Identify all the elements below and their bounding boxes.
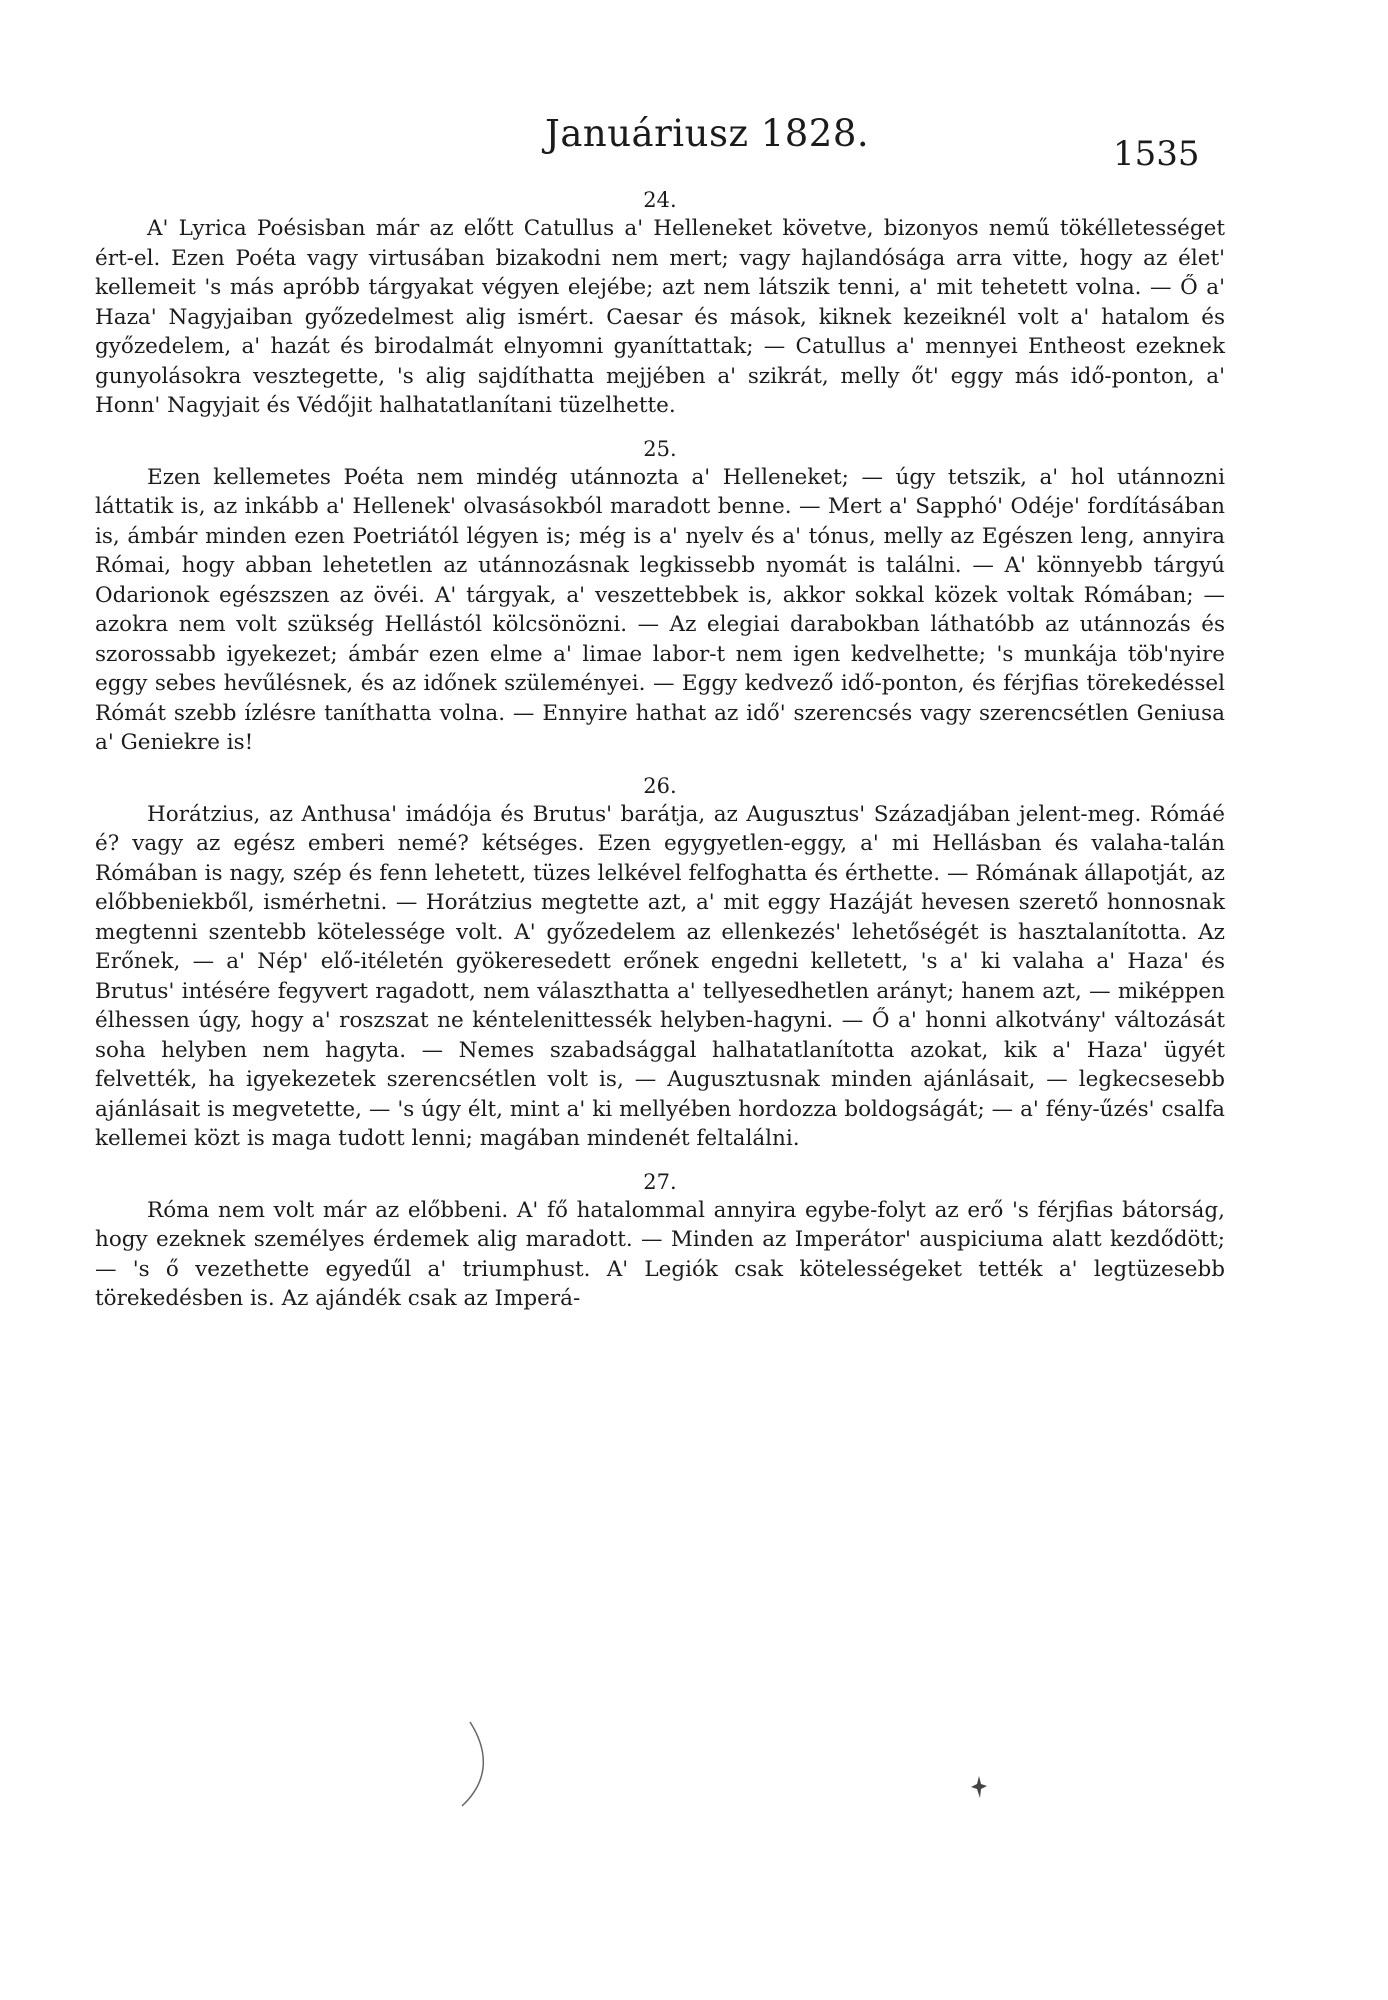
section-number: 24. [643, 188, 677, 212]
section-number: 27. [643, 1169, 677, 1194]
section-paragraph: Ezen kellemetes Poéta nem mindég utánnozta a' Helleneket; — úgy tetszik, a' hol utánnozni láttatik is, az inkább a' Hellenek' olvasásokból maradott benne. — Mert a' Sapphó' Odéje' fordításában is, ámbár minden ezen Poetriától légyen is; még is a' nyelv és a' tónus, melly az Egészen leng, annyira Római, hogy abban lehetetlen az utánnozásnak legkissebb nyomát is találni. — A' könnyebb tárgyú Odarionok egészszen az övéi. A' tárgyak, a' veszettebbek is, akkor sokkal közek voltak Rómában; — azokra nem volt szükség Hellástól kölcsönözni. — Az elegiai darabokban láthatóbb az utánnozás és szorossabb igyekezet; ámbár ezen elme a' limae labor-t nem igen kedvelhette; 's munkája töb'nyire eggy sebes hevűlésnek, és az időnek szüleményei. — Eggy kedvező idő-ponton, és férjfias törekedéssel Rómát szebb ízlésre taníthatta volna. — Ennyire hathat az idő' szerencsés vagy szerencsétlen Geniusa a' Geniekre is! [95, 464, 1225, 755]
page-header-title: Januáriusz 1828. [545, 112, 870, 155]
pencil-mark [440, 1720, 500, 1810]
section-paragraph: Róma nem volt már az előbbeni. A' fő hatalommal annyira egybe-folyt az erő 's férjfias bátorság, hogy ezeknek személyes érdemek alig maradott. — Minden az Imperátor' auspiciuma alatt kezdődött; — 's ő vezethette egyedűl a' triumphust. A' Legiók csak kötelességeket tették a' legtüzesebb törekedésben is. Az ajándék csak az Imperá- [95, 1197, 1225, 1311]
section-24 [95, 188, 1225, 421]
ink-blot [968, 1774, 990, 1800]
page-number: 1535 [1113, 134, 1200, 174]
section-27 [95, 1170, 1225, 1314]
section-number: 25. [643, 436, 677, 461]
section-number: 26. [643, 773, 677, 798]
body-text [95, 188, 1225, 1330]
section-26 [95, 774, 1225, 1154]
section-25 [95, 437, 1225, 758]
section-paragraph: Horátzius, az Anthusa' imádója és Brutus' barátja, az Augusztus' Századjában jelent-meg. Rómáé é? vagy az egész emberi nemé? kétséges. Ezen egygyetlen-eggy, a' mi Hellásban és valaha-talán Rómában is nagy, szép és fenn lehetett, tüzes lelkével felfoghatta és érthette. — Rómának állapotját, az előbbeniekből, ismérhetni. — Horátzius megtette azt, a' mit eggy Hazáját hevesen szerető honnosnak megtenni szentebb kötelessége volt. A' győzedelem az ellenkezés' lehetőségét is hasztalanította. Az Erőnek, — a' Nép' elő-itéletén gyökeresedett erőnek engedni kelletett, 's a' ki valaha a' Haza' és Brutus' intésére fegyvert ragadott, nem választhatta a' tellyesedhetlen arányt; hanem azt, — miképpen élhessen úgy, hogy a' roszszat ne kéntelenittessék helyben-hagyni. — Ő a' honni alkotvány' változását soha helyben nem hagyta. — Nemes szabadsággal halhatatlanította azokat, kik a' Haza' ügyét felvették, ha igyekezetek szerencsétlen volt is, — Augusztusnak minden ajánlásait, — legkecsesebb ajánlásait is megvetette, — 's úgy élt, mint a' ki mellyében hordozza boldogságát; — a' fény-űzés' csalfa kellemei közt is maga tudott lenni; magában mindenét feltalálni. [95, 801, 1225, 1151]
section-paragraph: A' Lyrica Poésisban már az előtt Catullus a' Helleneket követve, bizonyos nemű tökélletességet ért-el. Ezen Poéta vagy virtusában bizakodni nem mert; vagy hajlandósága arra vitte, hogy az élet' kellemeit 's más apróbb tárgyakat végyen elejébe; azt nem látszik tenni, a' mit tehetett volna. — Ő a' Haza' Nagyjaiban győzedelmest alig ismért. Caesar és mások, kiknek kezeiknél volt a' hatalom és győzedelem, a' hazát és birodalmát elnyomni gyaníttattak; — Catullus a' mennyei Entheost ezeknek gunyolásokra vesztegette, 's alig sajdíthatta mejjében a' szikrát, melly őt' eggy más idő-ponton, a' Honn' Nagyjait és Védőjit halhatatlanítani tüzelhette. [95, 216, 1225, 418]
